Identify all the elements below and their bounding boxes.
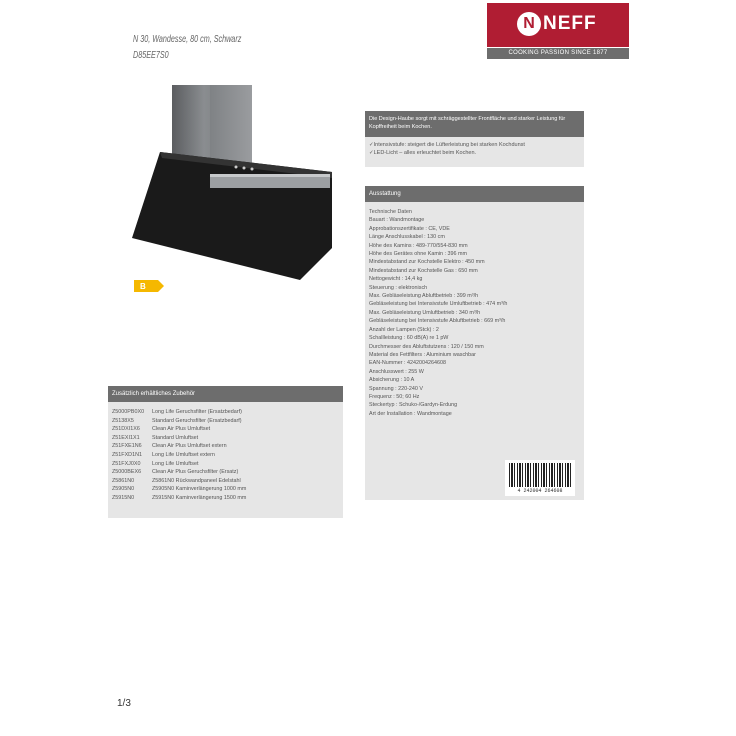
technical-data-heading: Technische Daten [369, 209, 412, 215]
product-model: D85EE7S0 [133, 50, 169, 61]
accessory-name: Long Life Umluftset extern [152, 451, 215, 458]
neff-logo [487, 3, 629, 47]
accessory-name: Clean Air Plus Umluftset [152, 426, 211, 433]
barcode-icon [509, 463, 571, 487]
description-heading: Die Design-Haube sorgt mit schräggestellter Frontfläche und starker Leistung für Kopffreiheit beim Kochen. [365, 111, 584, 137]
accessory-code: Z51EXI1X1 [112, 434, 140, 441]
spec-row: Approbationszertifikate : CE, VDE [369, 225, 450, 232]
ausstattung-heading: Ausstattung [365, 186, 584, 202]
accessory-name: Z5905N0 Kaminverlängerung 1000 mm [152, 486, 247, 493]
accessory-code: Z51FXE1N6 [112, 443, 142, 450]
accessory-name: Long Life Umluftset [152, 460, 199, 467]
spec-row: Steuerung : elektronisch [369, 284, 428, 291]
spec-row: Frequenz : 50; 60 Hz [369, 393, 420, 400]
accessories-list [108, 402, 343, 518]
accessory-code: Z5861N0 [112, 477, 135, 484]
spec-row: Durchmesser des Abluftstutzens : 120 / 150 mm [369, 343, 484, 350]
hood-glass-panel [132, 148, 332, 280]
spec-row: Absicherung : 10 A [369, 377, 415, 384]
accessory-row [112, 494, 339, 503]
accessory-row [112, 425, 339, 434]
spec-row: Bauart : Wandmontage [369, 217, 425, 224]
spec-row: Steckertyp : Schuko-/Gardyn-Erdung [369, 402, 458, 409]
energy-class: B [140, 282, 146, 291]
description-bullet: ✓ LED-Licht – alles erleuchtet beim Kochen. [369, 149, 580, 157]
barcode-number: 4 242004 264608 [517, 488, 563, 494]
spec-row: Anschlusswert : 255 W [369, 368, 424, 375]
logo-emblem-icon: N [517, 12, 541, 36]
description-bullet: ✓ Intensivstufe: steigert die Lüfterleistung bei starken Kochdunst [369, 141, 580, 149]
accessory-row [112, 477, 339, 486]
spec-list [369, 216, 580, 418]
accessory-row [112, 460, 339, 469]
spec-row: Spannung : 220-240 V [369, 385, 423, 392]
accessory-row [112, 468, 339, 477]
description-bullets [365, 137, 584, 167]
barcode [505, 460, 575, 496]
spec-row: Gebläseleistung bei Intensivstufe Abluftbetrieb : 669 m³/h [369, 318, 506, 325]
accessory-name: Standard Geruchsfilter (Ersatzbedarf) [152, 417, 242, 424]
ausstattung-body [365, 202, 584, 500]
accessory-name: Z5861N0 Rückwandpaneel Edelstahl [152, 477, 241, 484]
product-title: N 30, Wandesse, 80 cm, Schwarz [133, 34, 242, 45]
spec-row: Mindestabstand zur Kochstelle Elektro : 450 mm [369, 259, 485, 266]
energy-label-icon [134, 280, 164, 292]
accessory-row [112, 417, 339, 426]
spec-row: Schallleistung : 60 dB(A) re 1 pW [369, 335, 449, 342]
accessory-name: Standard Umluftset [152, 434, 199, 441]
accessory-name: Long Life Geruchsfilter (Ersatzbedarf) [152, 409, 242, 415]
accessories-heading: Zusätzlich erhältliches Zubehör [108, 386, 343, 402]
spec-row: Höhe des Gerätes ohne Kamin : 396 mm [369, 251, 467, 258]
accessory-code: Z5915N0 [112, 494, 135, 501]
accessory-code: Z51FXD1N1 [112, 451, 142, 458]
accessory-code: Z5000BEX6 [112, 469, 142, 476]
accessory-code: Z5905N0 [112, 486, 135, 493]
spec-row: Material des Fettfilters : Aluminium waschbar [369, 351, 476, 358]
logo-brand: NEFF [543, 13, 597, 34]
spec-row: Anzahl der Lampen (Stck) : 2 [369, 326, 439, 333]
accessory-row [112, 485, 339, 494]
accessory-code: Z5138X5 [112, 417, 134, 424]
accessory-name: Clean Air Plus Umluftset extern [152, 443, 227, 450]
spec-row: Länge Anschlusskabel : 130 cm [369, 234, 445, 241]
accessory-name: Z5915N0 Kaminverlängerung 1500 mm [152, 494, 247, 501]
spec-row: Nettogewicht : 14,4 kg [369, 276, 423, 283]
spec-row: EAN-Nummer : 4242004264608 [369, 360, 447, 367]
logo-tagline: COOKING PASSION SINCE 1877 [487, 48, 629, 59]
accessory-code: Z5000PB0X0 [112, 409, 145, 415]
accessory-row [112, 442, 339, 451]
accessory-name: Clean Air Plus Geruchsfilter (Ersatz) [152, 469, 239, 476]
spec-row: Höhe des Kamins : 489-770/554-830 mm [369, 242, 468, 249]
accessory-code: Z51DXI1X6 [112, 426, 140, 433]
accessory-row [112, 451, 339, 460]
accessory-code: Z51FXJ0X0 [112, 460, 141, 467]
spec-row: Max. Gebläseleistung Umluftbetrieb : 340 m³/h [369, 309, 481, 316]
spec-row: Max. Gebläseleistung Abluftbetrieb : 399 m³/h [369, 293, 479, 300]
spec-row: Art der Installation : Wandmontage [369, 410, 452, 417]
spec-row: Gebläseleistung bei Intensivstufe Umluftbetrieb : 474 m³/h [369, 301, 508, 308]
page-number: 1/3 [117, 698, 131, 709]
spec-row: Mindestabstand zur Kochstelle Gas : 650 mm [369, 267, 478, 274]
accessory-row [112, 408, 339, 417]
accessory-row [112, 434, 339, 443]
